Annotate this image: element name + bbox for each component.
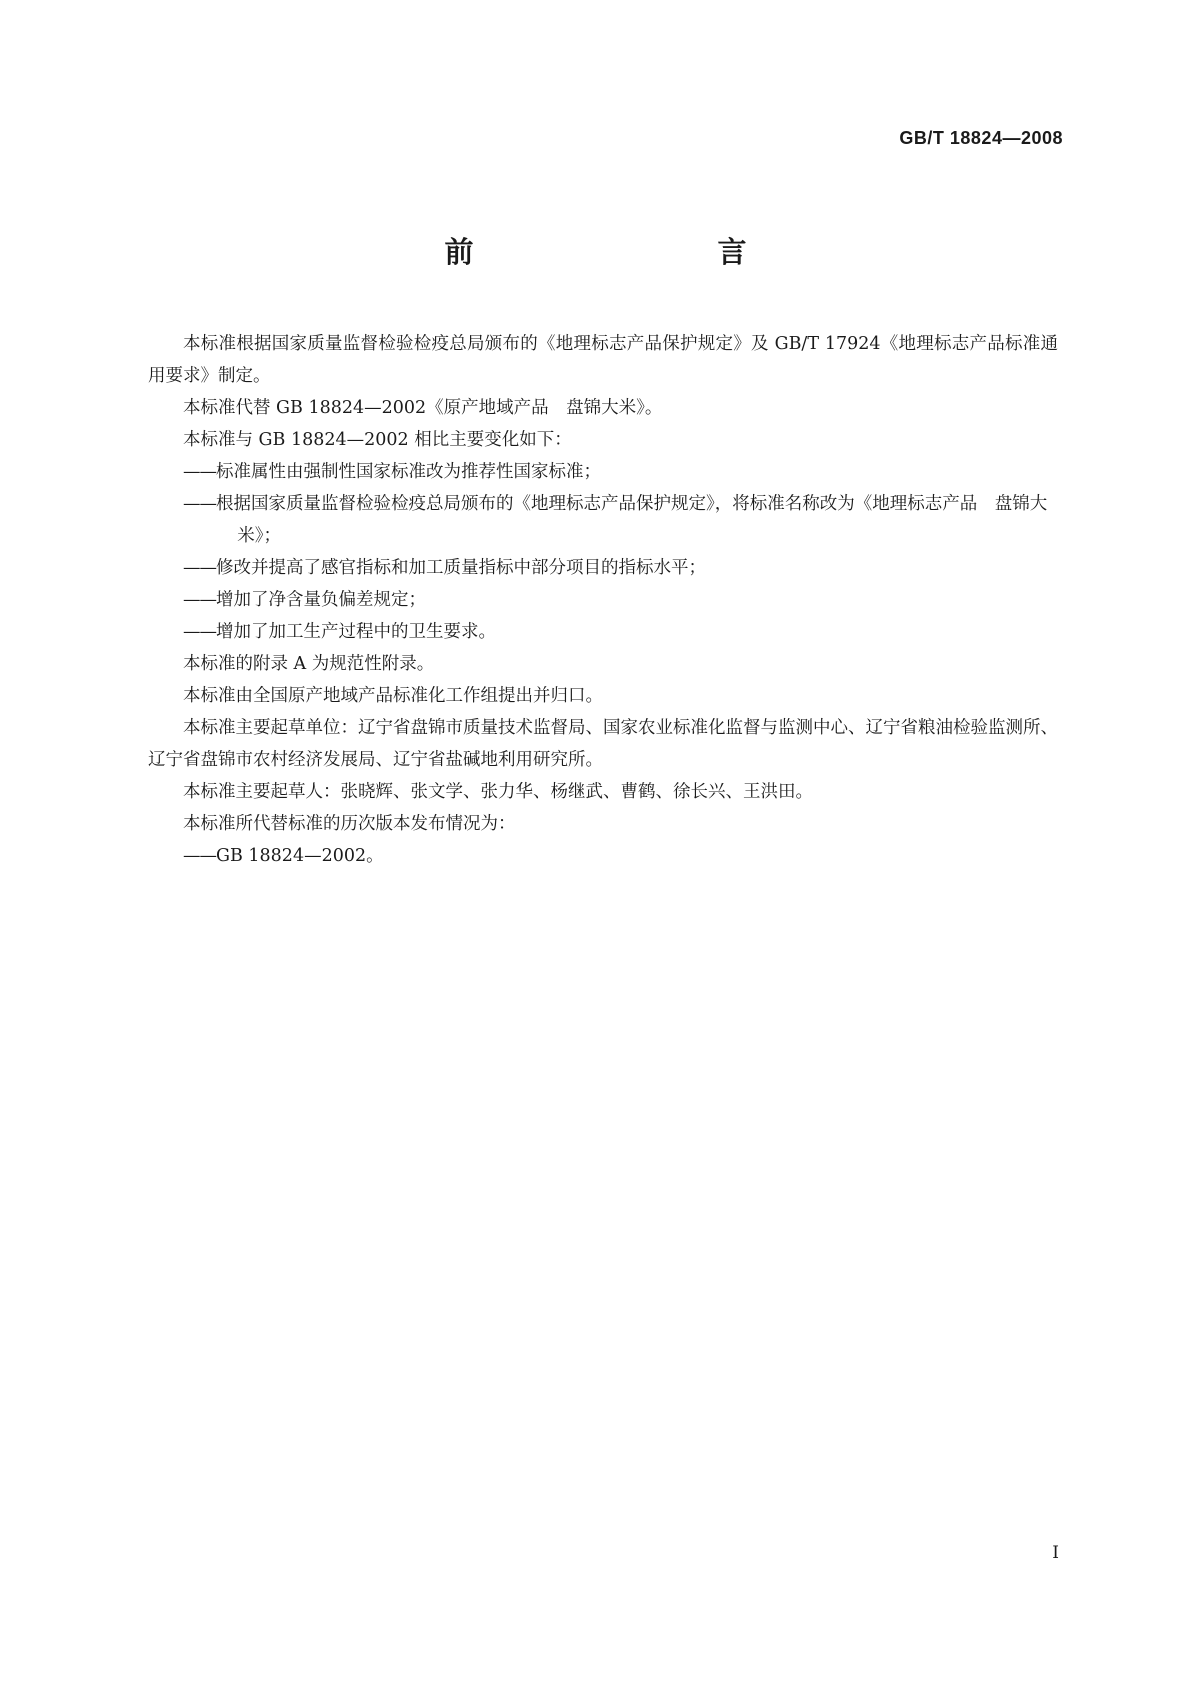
paragraph: 本标准代替 GB 18824—2002《原产地域产品 盘锦大米》。 <box>183 398 663 418</box>
list-dash: —— <box>183 462 216 482</box>
list-dash: —— <box>183 846 216 866</box>
list-item <box>148 552 1058 584</box>
paragraph: 本标准根据国家质量监督检验检疫总局颁布的《地理标志产品保护规定》及 GB/T 17924《地理标志产品标准通用要求》制定。 <box>148 334 1058 386</box>
list-item-text: 增加了净含量负偏差规定； <box>216 590 426 610</box>
paragraph: 本标准所代替标准的历次版本发布情况为： <box>183 814 516 834</box>
foreword-body <box>148 328 1058 872</box>
list-item-text: 增加了加工生产过程中的卫生要求。 <box>216 622 496 642</box>
paragraph: 本标准由全国原产地域产品标准化工作组提出并归口。 <box>183 686 603 706</box>
list-item-text: 根据国家质量监督检验检疫总局颁布的《地理标志产品保护规定》，将标准名称改为《地理标志产品 盘锦大米》； <box>216 494 1048 546</box>
paragraph: 本标准主要起草人：张晓辉、张文学、张力华、杨继武、曹鹤、徐长兴、王洪田。 <box>183 782 813 802</box>
list-dash: —— <box>183 558 216 578</box>
list-dash: —— <box>183 622 216 642</box>
standard-code: GB/T 18824—2008 <box>899 128 1063 148</box>
list-item <box>148 584 1058 616</box>
list-item <box>148 488 1058 552</box>
page-number: I <box>1052 1543 1059 1563</box>
paragraph: 本标准的附录 A 为规范性附录。 <box>183 654 435 674</box>
list-item-text: GB 18824—2002。 <box>216 846 384 866</box>
list-item <box>148 616 1058 648</box>
paragraph: 本标准与 GB 18824—2002 相比主要变化如下： <box>183 430 572 450</box>
list-dash: —— <box>183 494 216 514</box>
list-item <box>148 456 1058 488</box>
paragraph: 本标准主要起草单位：辽宁省盘锦市质量技术监督局、国家农业标准化监督与监测中心、辽宁省粮油检验监测所、辽宁省盘锦市农村经济发展局、辽宁省盐碱地利用研究所。 <box>148 718 1058 770</box>
page-title: 前 言 <box>444 235 809 269</box>
list-dash: —— <box>183 590 216 610</box>
list-item-text: 修改并提高了感官指标和加工质量指标中部分项目的指标水平； <box>216 558 706 578</box>
list-item <box>148 840 1058 872</box>
list-item-text: 标准属性由强制性国家标准改为推荐性国家标准； <box>216 462 601 482</box>
